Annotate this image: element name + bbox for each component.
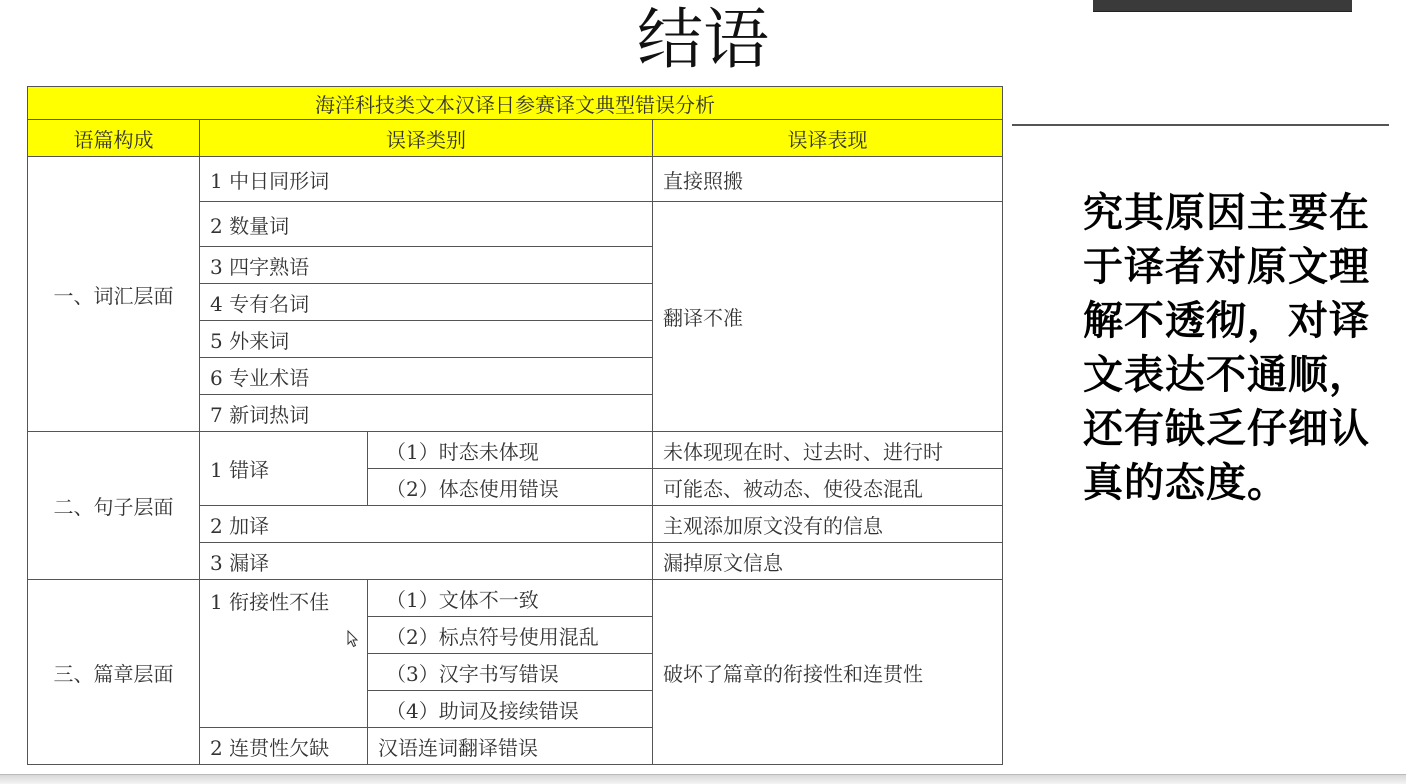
discourse-coherence: 2 连贯性欠缺	[200, 728, 368, 765]
table-row	[28, 157, 1003, 202]
header-manifestation: 误译表现	[653, 120, 1003, 157]
table-row	[28, 432, 1003, 469]
table-row	[28, 580, 1003, 617]
header-category: 误译类别	[200, 120, 653, 157]
sentence-sub-item: （1）时态未体现	[368, 432, 653, 469]
lexical-item: 6 专业术语	[200, 358, 653, 395]
table-header-row	[28, 120, 1003, 157]
sentence-omission: 3 漏译	[200, 543, 653, 580]
category-sentence: 二、句子层面	[28, 432, 200, 580]
mouse-cursor-icon	[347, 630, 359, 648]
lexical-item: 3 四字熟语	[200, 247, 653, 284]
lexical-item: 2 数量词	[200, 202, 653, 247]
lexical-manifest-direct: 直接照搬	[653, 157, 1003, 202]
sentence-mistranslation: 1 错译	[200, 432, 368, 506]
discourse-coherence-sub: 汉语连词翻译错误	[368, 728, 653, 765]
sentence-addition: 2 加译	[200, 506, 653, 543]
conclusion-text: 究其原因主要在于译者对原文理解不透彻，对译文表达不通顺，还有缺乏仔细认真的态度。	[1083, 190, 1370, 506]
discourse-sub-item: （4）助词及接续错误	[368, 691, 653, 728]
divider-line	[1012, 124, 1389, 126]
discourse-sub-item: （1）文体不一致	[368, 580, 653, 617]
discourse-cohesion: 1 衔接性不佳	[200, 580, 368, 728]
sentence-addition-manifest: 主观添加原文没有的信息	[653, 506, 1003, 543]
slide-title: 结语	[637, 1, 769, 78]
category-lexical: 一、词汇层面	[28, 157, 200, 432]
lexical-manifest-inaccurate: 翻译不准	[653, 202, 1003, 432]
lexical-item: 4 专有名词	[200, 284, 653, 321]
error-analysis-table	[27, 86, 1003, 765]
sentence-sub-manifest: 未体现现在时、过去时、进行时	[653, 432, 1003, 469]
category-discourse: 三、篇章层面	[28, 580, 200, 765]
lexical-item: 5 外来词	[200, 321, 653, 358]
lexical-item: 1 中日同形词	[200, 157, 653, 202]
discourse-manifest: 破坏了篇章的衔接性和连贯性	[653, 580, 1003, 765]
table-caption-row	[28, 87, 1003, 120]
sentence-sub-item: （2）体态使用错误	[368, 469, 653, 506]
header-structure: 语篇构成	[28, 120, 200, 157]
discourse-sub-item: （2）标点符号使用混乱	[368, 617, 653, 654]
lexical-item: 7 新词热词	[200, 395, 653, 432]
table-caption: 海洋科技类文本汉译日参赛译文典型错误分析	[28, 87, 1003, 120]
sentence-omission-manifest: 漏掉原文信息	[653, 543, 1003, 580]
discourse-sub-item: （3）汉字书写错误	[368, 654, 653, 691]
sentence-sub-manifest: 可能态、被动态、使役态混乱	[653, 469, 1003, 506]
